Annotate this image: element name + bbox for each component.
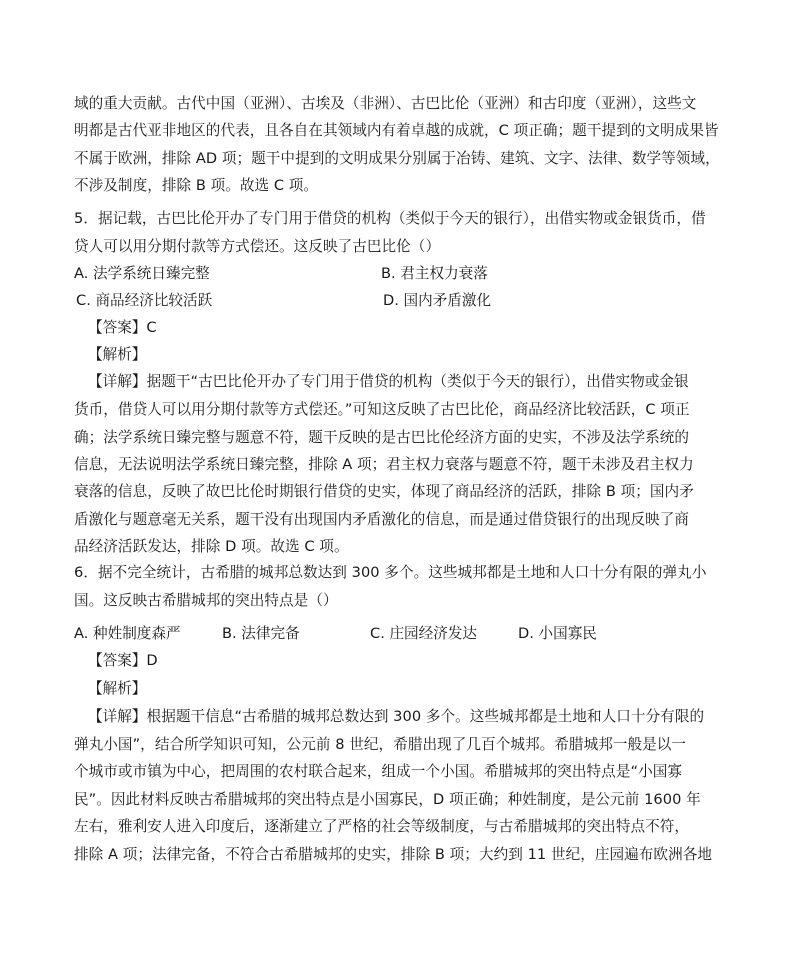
paragraph-line: 明都是古代亚非地区的代表，且各自在其领域内有着卓越的成就，C 项正确；题干提到的文明成果皆	[74, 122, 719, 139]
q5-detail-line: 盾激化与题意毫无关系，题干没有出现国内矛盾激化的信息，而是通过借贷银行的出现反映了商	[74, 511, 690, 528]
paragraph-line: 不涉及制度，排除 B 项。故选 C 项。	[74, 177, 319, 194]
q5-detail-line: 品经济活跃发达，排除 D 项。故选 C 项。	[74, 538, 349, 555]
q6-detail-line: 民”。因此材料反映古希腊城邦的突出特点是小国寡民，D 项正确；种姓制度，是公元前 1600 年	[74, 791, 701, 808]
q6-detail-line: 排除 A 项；法律完备，不符合古希腊城邦的史实，排除 B 项；大约到 11 世纪，庄园遍布欧洲各地	[74, 846, 713, 863]
q6-detail-line: 【详解】根据题干信息“古希腊的城邦总数达到 300 多个。这些城邦都是土地和人口十分有限的	[88, 708, 705, 725]
q5-analysis-label: 【解析】	[88, 346, 147, 363]
q6-detail-line: 左右，雅利安人进入印度后，逐渐建立了严格的社会等级制度，与古希腊城邦的突出特点不符，	[74, 818, 690, 835]
q5-option-c: C. 商品经济比较活跃	[76, 292, 213, 309]
q6-option-b: B. 法律完备	[222, 625, 300, 642]
q5-option-a: A. 法学系统日臻完整	[74, 265, 210, 282]
q6-answer: 【答案】D	[88, 652, 158, 669]
paragraph-line: 不属于欧洲，排除 AD 项；题干中提到的文明成果分别属于冶铸、建筑、文字、法律、数学等领域，	[74, 150, 720, 167]
q5-detail-line: 衰落的信息，反映了故巴比伦时期银行借贷的史实，体现了商品经济的活跃，排除 B 项；国内矛	[74, 483, 694, 500]
q5-answer: 【答案】C	[88, 319, 157, 336]
question-6-stem: 6．据不完全统计，古希腊的城邦总数达到 300 多个。这些城邦都是土地和人口十分有限的弹丸小	[74, 564, 707, 581]
q5-option-d: D. 国内矛盾激化	[383, 292, 492, 309]
q6-option-a: A. 种姓制度森严	[74, 625, 181, 642]
q6-detail-line: 弹丸小国”，结合所学知识可知，公元前 8 世纪，希腊出现了几百个城邦。希腊城邦一般是以一	[74, 736, 687, 753]
q6-analysis-label: 【解析】	[88, 680, 147, 697]
q5-detail-line: 货币，借贷人可以用分期付款等方式偿还。”可知这反映了古巴比伦，商品经济比较活跃，C 项正	[74, 401, 690, 418]
q5-detail-line: 确；法学系统日臻完整与题意不符，题干反映的是古巴比伦经济方面的史实，不涉及法学系统的	[74, 429, 690, 446]
question-5-stem: 5．据记载，古巴比伦开办了专门用于借贷的机构（类似于今天的银行），出借实物或金银货币，借	[74, 210, 706, 227]
q5-detail-line: 信息，无法说明法学系统日臻完整，排除 A 项；君主权力衰落与题意不符，题干未涉及君主权力	[74, 456, 694, 473]
q6-detail-line: 个城市或市镇为中心，把周围的农村联合起来，组成一个小国。希腊城邦的突出特点是“小国寡	[74, 763, 683, 780]
question-6-stem: 国。这反映古希腊城邦的突出特点是（）	[74, 592, 338, 609]
q6-option-d: D. 小国寡民	[518, 625, 597, 642]
q5-detail-line: 【详解】据题干“古巴比伦开办了专门用于借贷的机构（类似于今天的银行），出借实物或金银	[88, 373, 689, 390]
q6-option-c: C. 庄园经济发达	[370, 625, 478, 642]
q5-option-b: B. 君主权力衰落	[381, 265, 488, 282]
paragraph-line: 域的重大贡献。古代中国（亚洲）、古埃及（非洲）、古巴比伦（亚洲）和古印度（亚洲），这些文	[74, 95, 697, 112]
question-5-stem: 贷人可以用分期付款等方式偿还。这反映了古巴比伦（）	[74, 238, 441, 255]
